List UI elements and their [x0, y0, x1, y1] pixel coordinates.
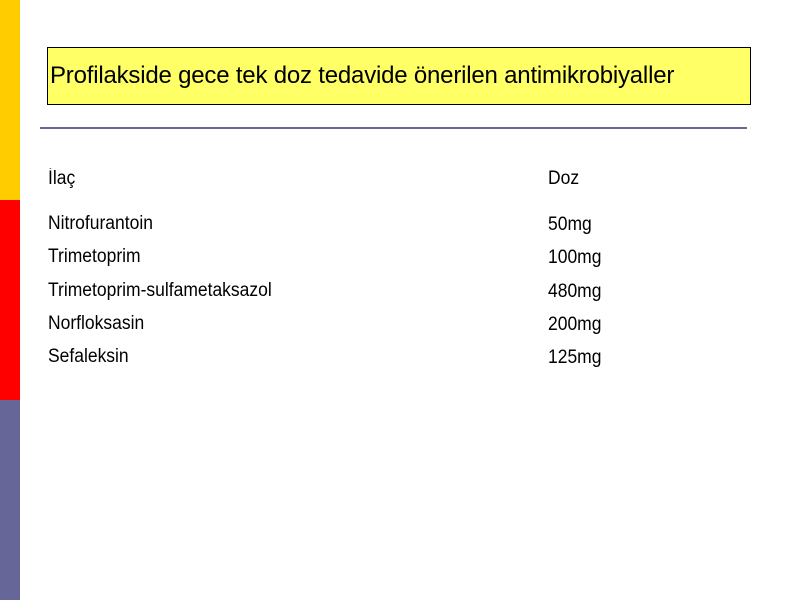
row-drug: Trimetoprim: [48, 246, 141, 267]
row-dose: 480mg: [548, 281, 602, 302]
slide-title: Profilakside gece tek doz tedavide önerilen antimikrobiyaller: [50, 62, 675, 89]
row-drug: Nitrofurantoin: [48, 213, 153, 234]
row-dose: 50mg: [548, 214, 592, 235]
row-dose: 200mg: [548, 314, 602, 335]
row-dose: 125mg: [548, 347, 602, 368]
title-divider: [40, 127, 747, 129]
slide-title-box: [47, 47, 751, 105]
row-drug: Norfloksasin: [48, 313, 145, 334]
side-bar-blue: [0, 400, 20, 600]
row-drug: Sefaleksin: [48, 346, 129, 367]
header-drug: İlaç: [48, 168, 76, 189]
side-bar-red: [0, 200, 20, 400]
row-dose: 100mg: [548, 247, 602, 268]
header-dose: Doz: [548, 168, 580, 189]
side-bar-yellow: [0, 0, 20, 200]
row-drug: Trimetoprim-sulfametaksazol: [48, 280, 272, 301]
